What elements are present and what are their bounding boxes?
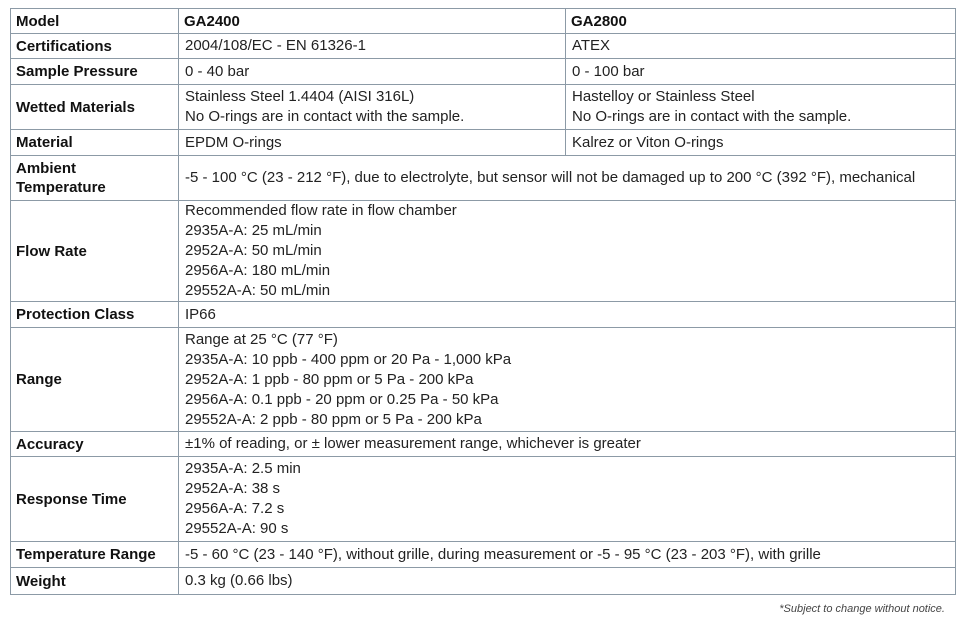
range-line: Range at 25 °C (77 °F) [185,330,338,348]
wetted-materials-ga2400-line: No O-rings are in contact with the sample. [185,108,465,125]
row-label-accuracy: Accuracy [11,432,179,457]
flow-rate-line: 2952A-A: 50 mL/min [185,242,322,259]
table-row-weight [11,568,956,595]
table-row-flow-rate [11,201,956,302]
footnote: *Subject to change without notice. [779,603,945,615]
response-time-line: 29552A-A: 90 s [185,520,289,537]
certifications-ga2400: 2004/108/EC - EN 61326-1 [179,34,566,59]
flow-rate-line: 2956A-A: 180 mL/min [185,262,331,279]
range-line: 2952A-A: 1 ppb - 80 ppm or 5 Pa - 200 kPa [185,370,474,388]
table-row-wetted-materials [11,85,956,130]
row-label-material: Material [11,130,179,156]
table-row-accuracy [11,432,956,457]
weight-value: 0.3 kg (0.66 lbs) [179,568,956,595]
column-header-ga2400: GA2400 [179,9,566,34]
accuracy-value: ±1% of reading, or ± lower measurement range, whichever is greater [179,432,956,457]
row-label-flow-rate: Flow Rate [11,201,179,302]
row-label-line: Temperature [16,179,106,196]
material-ga2800: Kalrez or Viton O-rings [566,130,956,156]
wetted-materials-ga2800 [566,85,956,130]
specification-table [10,8,956,595]
row-label-sample-pressure: Sample Pressure [11,59,179,85]
table-row-certifications [11,34,956,59]
table-row-sample-pressure [11,59,956,85]
wetted-materials-ga2400-line: Stainless Steel 1.4404 (AISI 316L) [185,88,415,105]
response-time-line: 2952A-A: 38 s [185,480,281,497]
table-row-ambient-temperature [11,156,956,201]
protection-class-value: IP66 [179,302,956,328]
range-value [179,328,956,432]
sample-pressure-ga2400: 0 - 40 bar [179,59,566,85]
flow-rate-value [179,201,956,302]
flow-rate-line: Recommended flow rate in flow chamber [185,202,457,219]
range-line: 2956A-A: 0.1 ppb - 20 ppm or 0.25 Pa - 50 kPa [185,390,499,408]
wetted-materials-ga2800-line: Hastelloy or Stainless Steel [572,88,755,105]
row-label-range: Range [11,328,179,432]
row-label-weight: Weight [11,568,179,595]
column-header-ga2800: GA2800 [566,9,956,34]
material-ga2400: EPDM O-rings [179,130,566,156]
response-time-value [179,457,956,542]
table-row-response-time [11,457,956,542]
flow-rate-line: 29552A-A: 50 mL/min [185,282,331,299]
flow-rate-line: 2935A-A: 25 mL/min [185,222,322,239]
table-row-temperature-range [11,542,956,568]
row-label-protection-class: Protection Class [11,302,179,328]
row-label-temperature-range: Temperature Range [11,542,179,568]
table-row-range [11,328,956,432]
table-row-model [11,9,956,34]
temperature-range-value: -5 - 60 °C (23 - 140 °F), without grille, during measurement or -5 - 95 °C (23 - 203 °F), with grille [179,542,956,568]
wetted-materials-ga2400 [179,85,566,130]
row-label-wetted-materials: Wetted Materials [11,85,179,130]
response-time-line: 2956A-A: 7.2 s [185,500,285,517]
row-label-response-time: Response Time [11,457,179,542]
sample-pressure-ga2800: 0 - 100 bar [566,59,956,85]
certifications-ga2800: ATEX [566,34,956,59]
row-label-line: Ambient [16,160,76,177]
row-label-model: Model [11,9,179,34]
ambient-temperature-value: -5 - 100 °C (23 - 212 °F), due to electrolyte, but sensor will not be damaged up to 200 °C (392 °F), mechanical [179,156,956,201]
wetted-materials-ga2800-line: No O-rings are in contact with the sample. [572,108,852,125]
response-time-line: 2935A-A: 2.5 min [185,460,301,477]
row-label-ambient-temperature [11,156,179,201]
range-line: 2935A-A: 10 ppb - 400 ppm or 20 Pa - 1,000 kPa [185,350,512,368]
table-row-material [11,130,956,156]
range-line: 29552A-A: 2 ppb - 80 ppm or 5 Pa - 200 kPa [185,410,482,428]
table-row-protection-class [11,302,956,328]
row-label-certifications: Certifications [11,34,179,59]
